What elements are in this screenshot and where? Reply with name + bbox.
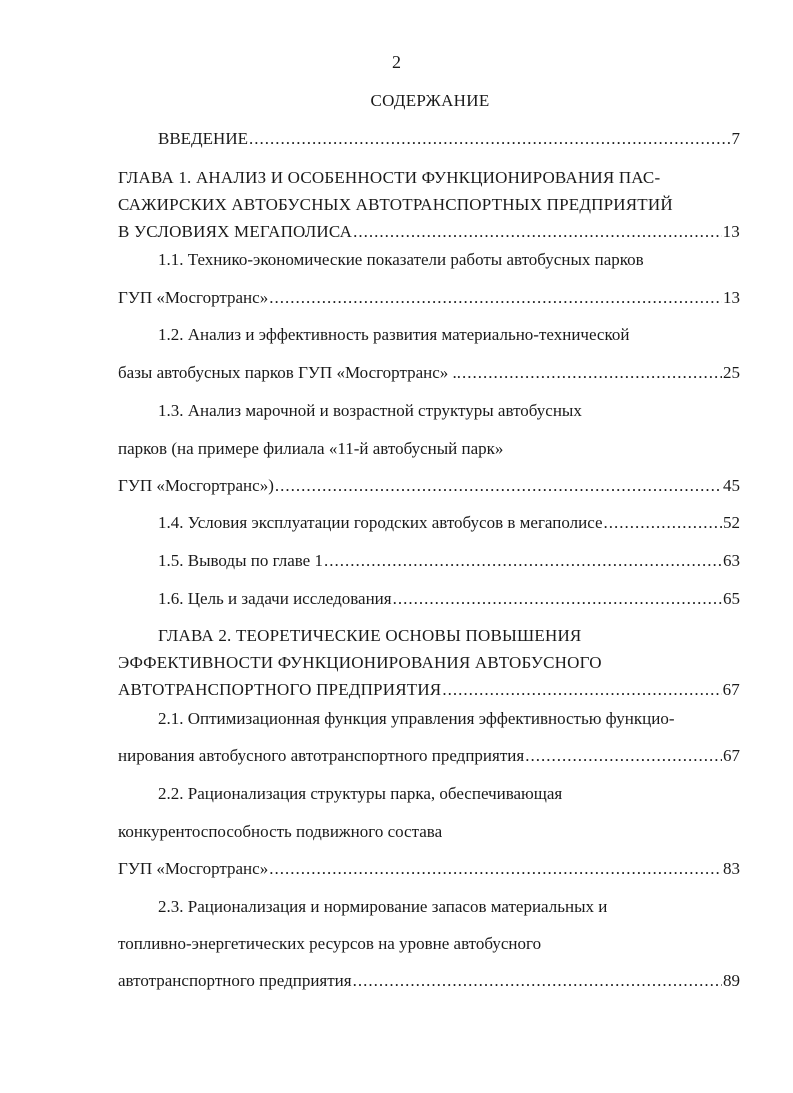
toc-entry-text: ГУП «Мосгортранс» bbox=[118, 859, 269, 878]
toc-entry-text: АВТОТРАНСПОРТНОГО ПРЕДПРИЯТИЯ bbox=[118, 680, 442, 699]
toc-entry-text: ВВЕДЕНИЕ bbox=[158, 129, 248, 148]
section-2-1-line1: 2.1. Оптимизационная функция управления эффективностью функцио- bbox=[158, 709, 675, 728]
dot-leader bbox=[249, 128, 731, 150]
toc-page-number: 63 bbox=[723, 551, 740, 570]
toc-entry-1-5[interactable] bbox=[158, 550, 740, 572]
toc-entry-chapter2[interactable] bbox=[118, 679, 740, 701]
toc-page-number: 45 bbox=[723, 476, 740, 495]
chapter2-line2: ЭФФЕКТИВНОСТИ ФУНКЦИОНИРОВАНИЯ АВТОБУСНОГО bbox=[118, 653, 602, 672]
dot-leader bbox=[525, 745, 722, 767]
chapter1-line2: САЖИРСКИХ АВТОБУСНЫХ АВТОТРАНСПОРТНЫХ ПРЕДПРИЯТИЙ bbox=[118, 195, 673, 214]
toc-entry-text: ГУП «Мосгортранс» bbox=[118, 288, 269, 307]
toc-entry-1-6[interactable] bbox=[158, 588, 740, 610]
toc-entry-1-3[interactable] bbox=[118, 475, 740, 497]
toc-page-number: 67 bbox=[722, 680, 740, 699]
toc-title: СОДЕРЖАНИЕ bbox=[370, 91, 490, 110]
section-2-2-line1: 2.2. Рационализация структуры парка, обеспечивающая bbox=[158, 784, 563, 803]
toc-entry-1-2[interactable] bbox=[118, 362, 740, 384]
toc-entry-2-2[interactable] bbox=[118, 858, 740, 880]
section-2-3-line1: 2.3. Рационализация и нормирование запасов материальных и bbox=[158, 897, 608, 916]
toc-entry-text: 1.6. Цель и задачи исследования bbox=[158, 589, 392, 608]
toc-page-number: 13 bbox=[723, 288, 740, 307]
toc-entry-intro[interactable] bbox=[158, 128, 740, 150]
dot-leader bbox=[604, 512, 723, 534]
toc-entry-text: автотранспортного предприятия bbox=[118, 971, 352, 990]
toc-entry-1-4[interactable] bbox=[158, 512, 740, 534]
dot-leader bbox=[442, 679, 721, 701]
toc-entry-text: 1.5. Выводы по главе 1 bbox=[158, 551, 323, 570]
section-2-3-line2: топливно-энергетических ресурсов на уровне автобусного bbox=[118, 934, 542, 953]
toc-page-number: 13 bbox=[722, 222, 740, 241]
section-2-2-line2: конкурентоспособность подвижного состава bbox=[118, 822, 443, 841]
toc-entry-text: базы автобусных парков ГУП «Мосгортранс» .. bbox=[118, 363, 462, 382]
dot-leader bbox=[393, 588, 722, 610]
toc-page-number: 52 bbox=[723, 513, 740, 532]
toc-page-number: 83 bbox=[723, 859, 740, 878]
dot-leader bbox=[324, 550, 722, 572]
toc-entry-1-1[interactable] bbox=[118, 287, 740, 309]
dot-leader bbox=[353, 221, 722, 243]
toc-entry-text: В УСЛОВИЯХ МЕГАПОЛИСА bbox=[118, 222, 353, 241]
chapter1-line1: ГЛАВА 1. АНАЛИЗ И ОСОБЕННОСТИ ФУНКЦИОНИРОВАНИЯ ПАС- bbox=[118, 168, 661, 187]
toc-page-number: 67 bbox=[723, 746, 740, 765]
section-1-2-line1: 1.2. Анализ и эффективность развития материально-технической bbox=[158, 325, 630, 344]
toc-entry-text: нирования автобусного автотранспортного предприятия bbox=[118, 746, 525, 765]
toc-page-number: 7 bbox=[731, 129, 740, 148]
toc-entry-chapter1[interactable] bbox=[118, 221, 740, 243]
toc-entry-2-1[interactable] bbox=[118, 745, 740, 767]
section-1-3-line1: 1.3. Анализ марочной и возрастной структуры автобусных bbox=[158, 401, 582, 420]
toc-entry-text: ГУП «Мосгортранс») bbox=[118, 476, 274, 495]
dot-leader bbox=[275, 475, 722, 497]
dot-leader bbox=[269, 287, 722, 309]
dot-leader bbox=[462, 362, 722, 384]
toc-page-number: 25 bbox=[723, 363, 740, 382]
section-1-1-line1: 1.1. Технико-экономические показатели работы автобусных парков bbox=[158, 250, 644, 269]
section-1-3-line2: парков (на примере филиала «11-й автобусный парк» bbox=[118, 439, 504, 458]
toc-entry-text: 1.4. Условия эксплуатации городских автобусов в мегаполисе bbox=[158, 513, 603, 532]
toc-entry-2-3[interactable] bbox=[118, 970, 740, 992]
page-number: 2 bbox=[392, 52, 401, 72]
toc-page-number: 65 bbox=[723, 589, 740, 608]
chapter2-line1: ГЛАВА 2. ТЕОРЕТИЧЕСКИЕ ОСНОВЫ ПОВЫШЕНИЯ bbox=[158, 626, 582, 645]
dot-leader bbox=[353, 970, 722, 992]
dot-leader bbox=[269, 858, 722, 880]
toc-page-number: 89 bbox=[723, 971, 740, 990]
